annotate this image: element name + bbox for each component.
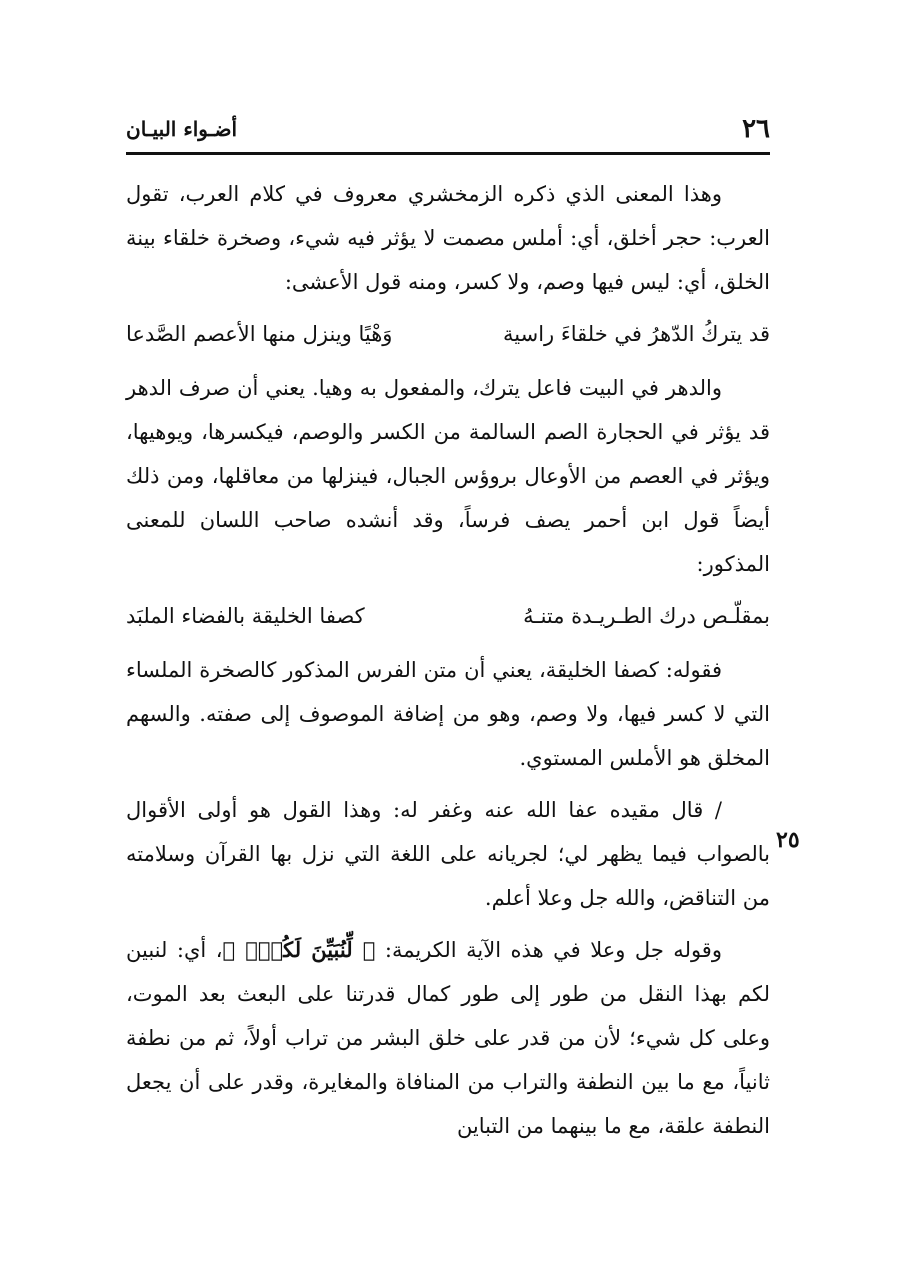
verse-hemistich-first: بمقلّـص درك الطـريـدة متنـهُ [523,604,770,628]
paragraph-5-intro: وقوله جل وعلا في هذه الآية الكريمة: [384,938,722,962]
paragraph-2: والدهر في البيت فاعل يترك، والمفعول به وهيا. يعني أن صرف الدهر قد يؤثر في الحجارة الصم السالمة من الكسر والوصم، فيكسرها، ويوهيها، ويؤثر في العصم من الأوعال بروؤس الجبال، فينزلها من معاقلها، ومن ذلك أيضاً قول ابن أحمر يصف فرساً، وقد أنشده صاحب اللسان للمعنى المذكور: [126,376,770,576]
paragraph-3: فقوله: كصفا الخليقة، يعني أن متن الفرس المذكور كالصخرة الملساء التي لا كسر فيها، ولا وصم، وهو من إضافة الموصوف إلى صفته. والسهم المخلق هو الأملس المستوي. [126,658,770,770]
page-header [126,112,770,148]
verse-hemistich-second: كصفا الخليقة بالفضاء الملبَد [126,604,365,628]
main-text [126,172,770,1156]
quran-quote: ﴿ لِّنُبَيِّنَ لَكُمْۚ ﴾ [222,937,376,962]
paragraph-4 [126,788,770,920]
header-divider [126,152,770,155]
page-break-marker: / [714,798,722,822]
paragraph-5 [126,928,770,1148]
running-title: أضـواء البيـان [126,117,238,141]
paragraph-1: وهذا المعنى الذي ذكره الزمخشري معروف في كلام العرب، تقول العرب: حجر أخلق، أي: أملس مصمت لا يؤثر فيه شيء، وصخرة خلقاء بينة الخلق، أي: ليس فيها وصم، ولا كسر، ومنه قول الأعشى: [126,182,770,294]
verse-hemistich-second: وَهْيًا وينزل منها الأعصم الصَّدعا [126,322,393,346]
verse-hemistich-first: قد يتركُ الدّهرُ في خلقاءَ راسية [503,322,770,346]
verse-a'sha [126,312,770,356]
margin-page-number: ٢٥ [776,827,800,853]
paragraph-5-text: ، أي: لنبين لكم بهذا النقل من طور إلى طور كمال قدرتنا على البعث بعد الموت، وعلى كل شيء؛ لأن من قدر على خلق البشر من تراب أولاً، ثم من نطفة ثانياً، مع ما بين النطفة والتراب من المنافاة والمغايرة، وقدر على أن يجعل النطفة علقة، مع ما بينهما من التباين [126,938,770,1138]
paragraph-4-text: قال مقيده عفا الله عنه وغفر له: وهذا القول هو أولى الأقوال بالصواب فيما يظهر لي؛ لجريانه على اللغة التي نزل بها القرآن وسلامته من التناقض، والله جل وعلا أعلم. [126,798,770,910]
verse-ibn-ahmar [126,594,770,638]
page-number: ٢٦ [742,114,770,144]
